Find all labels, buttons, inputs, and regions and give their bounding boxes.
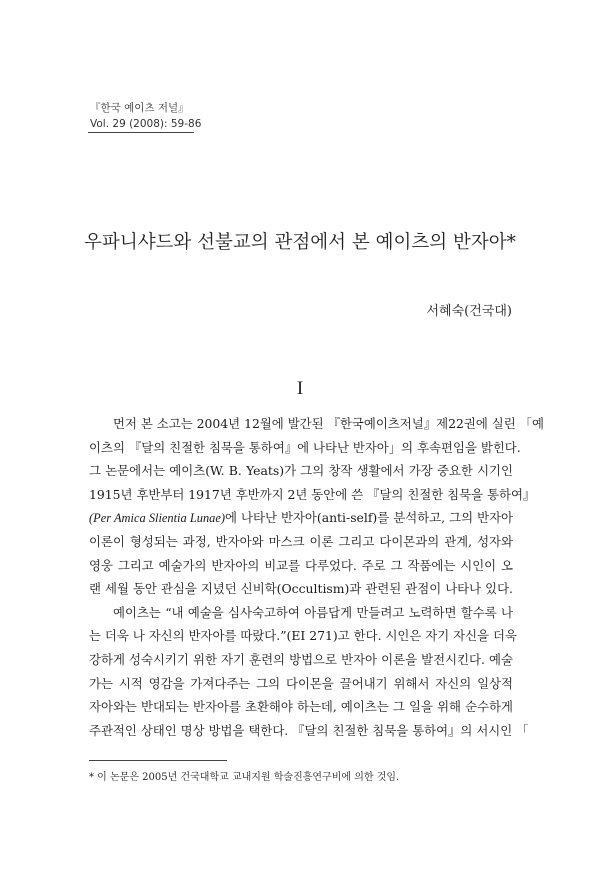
body-line: 이츠의 『달의 친절한 침묵을 통하여』에 나타난 반자아」의 후속편임을 밝힌다.	[89, 439, 521, 455]
body-line: 그 논문에서는 예이츠(W. B. Yeats)가 그의 창작 생활에서 가장 중요한 시기인	[89, 463, 513, 479]
body-line: 영웅 그리고 예술가의 반자아의 비교를 다루었다. 주로 그 작품에는 시인이 오	[89, 557, 513, 573]
body-line-rest: 에 나타난 반자아(anti-self)를 분석하고, 그의 반자아	[225, 510, 514, 526]
body-line: 강하게 성숙시키기 위한 자기 훈련의 방법으로 반자아 이론을 발전시킨다. 예술	[89, 651, 513, 667]
body-line-with-italic	[89, 506, 513, 530]
body-line: 이론이 형성되는 과정, 반자아와 마스크 이론 그리고 다이몬과의 관계, 성자와	[89, 533, 513, 549]
footnote: * 이 논문은 2005년 건국대학교 교내지원 학술진흥연구비에 의한 것임.	[89, 772, 400, 783]
body-line: 예이츠는 “내 예술을 심사숙고하여 아름답게 만들려고 노력하면 할수록 나	[113, 604, 513, 620]
paragraph-1	[89, 412, 544, 601]
body-text	[89, 412, 544, 742]
author-affiliation: 서혜숙(건국대)	[426, 304, 512, 319]
section-heading: I	[296, 378, 304, 399]
body-line: 는 더욱 나 자신의 반자아를 따랐다.”(EI 271)고 한다. 시인은 자기 자신을 더욱	[89, 628, 517, 644]
body-line: 자아와는 반대되는 반자아를 초환해야 하는데, 예이츠는 그 일을 위해 순수하게	[89, 699, 513, 715]
body-line: 가는 시적 영감을 가져다주는 그의 다이몬을 끌어내기 위해서 자신의 일상적	[89, 675, 513, 691]
body-line: 1915년 후반부터 1917년 후반까지 2년 동안에 쓴 『달의 친절한 침묵을 통하여』	[89, 486, 536, 502]
footnote-rule	[89, 760, 227, 761]
header-rule	[88, 132, 194, 133]
paper-title: 우파니샤드와 선불교의 관점에서 본 예이츠의 반자아*	[84, 232, 516, 253]
body-line: 먼저 본 소고는 2004년 12월에 발간된 『한국예이츠저널』제22권에 실린 「예	[113, 416, 544, 431]
body-line: 랜 세월 동안 관심을 지녔던 신비학(Occultism)과 관련된 관점이 나타나 있다.	[89, 581, 513, 597]
journal-name: 『한국 예이츠 저널』	[90, 102, 189, 114]
body-line: 주관적인 상태인 명상 방법을 택한다. 『달의 친절한 침묵을 통하여』의 서시인 「	[89, 722, 529, 738]
volume-info: Vol. 29 (2008): 59-86	[90, 118, 202, 130]
italic-title: (Per Amica Slientia Lunae)	[89, 511, 225, 526]
paragraph-2	[89, 601, 529, 743]
